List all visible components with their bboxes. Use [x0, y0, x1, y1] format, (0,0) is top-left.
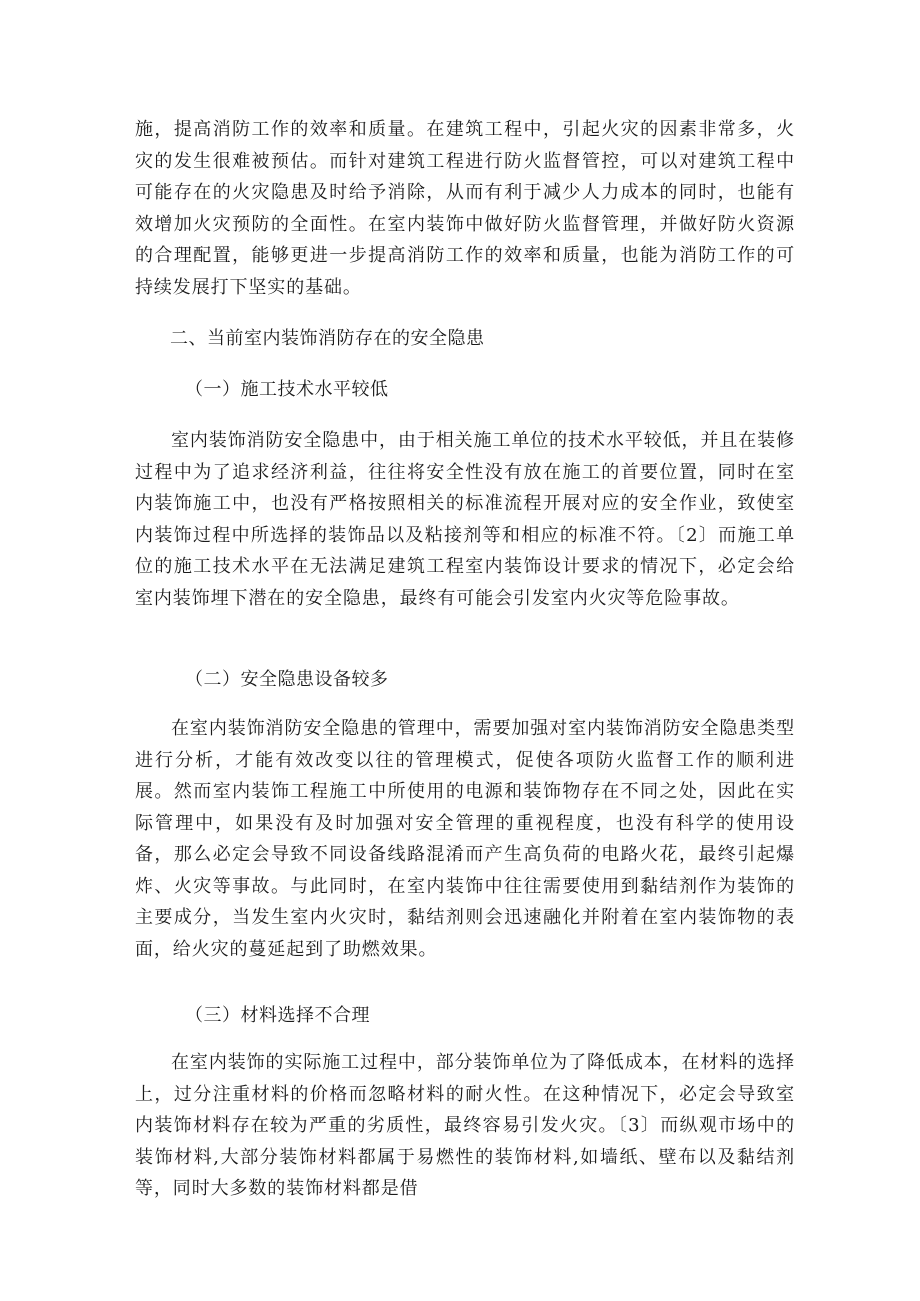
paragraph-construction-skill: 室内装饰消防安全隐患中，由于相关施工单位的技术水平较低，并且在装修过程中为了追求经济利益，往往将安全性没有放在施工的首要位置，同时在室内装饰施工中，也没有严格按照相关的标准流程开展对应的安全作业，致使室内装饰过程中所选择的装饰品以及粘接剂等和相应的标准不符。〔2〕而施工单位的施工技术水平在无法满足建筑工程室内装饰设计要求的情况下，必定会给室内装饰埋下潜在的安全隐患，最终有可能会引发室内火灾等危险事故。 [135, 430, 795, 609]
section-heading-2: 二、当前室内装饰消防存在的安全隐患 [170, 328, 485, 349]
subsection-heading-2: （二）安全隐患设备较多 [185, 669, 389, 690]
subsection-heading-3: （三）材料选择不合理 [185, 1005, 370, 1026]
paragraph-intro-continuation: 施，提高消防工作的效率和质量。在建筑工程中，引起火灾的因素非常多，火灾的发生很难被预估。而针对建筑工程进行防火监督管控，可以对建筑工程中可能存在的火灾隐患及时给予消除，从而有利于减少人力成本的同时，也能有效增加火灾预防的全面性。在室内装饰中做好防火监督管理，并做好防火资源的合理配置，能够更进一步提高消防工作的效率和质量，也能为消防工作的可持续发展打下坚实的基础。 [135, 119, 795, 298]
subsection-heading-1: （一）施工技术水平较低 [185, 379, 389, 400]
paragraph-material-selection: 在室内装饰的实际施工过程中，部分装饰单位为了降低成本，在材料的选择上，过分注重材料的价格而忽略材料的耐火性。在这种情况下，必定会导致室内装饰材料存在较为严重的劣质性，最终容易引发火灾。〔3〕而纵观市场中的装饰材料,大部分装饰材料都属于易燃性的装饰材料,如墙纸、壁布以及黏结剂等，同时大多数的装饰材料都是借 [135, 1052, 795, 1199]
paragraph-hazard-equipment: 在室内装饰消防安全隐患的管理中，需要加强对室内装饰消防安全隐患类型进行分析，才能有效改变以往的管理模式，促使各项防火监督工作的顺利进展。然而室内装饰工程施工中所使用的电源和装饰物存在不同之处，因此在实际管理中，如果没有及时加强对安全管理的重视程度，也没有科学的使用设备，那么必定会导致不同设备线路混淆而产生高负荷的电路火花，最终引起爆炸、火灾等事故。与此同时，在室内装饰中往往需要使用到黏结剂作为装饰的主要成分，当发生室内火灾时，黏结剂则会迅速融化并附着在室内装饰物的表面，给火灾的蔓延起到了助燃效果。 [135, 718, 795, 960]
